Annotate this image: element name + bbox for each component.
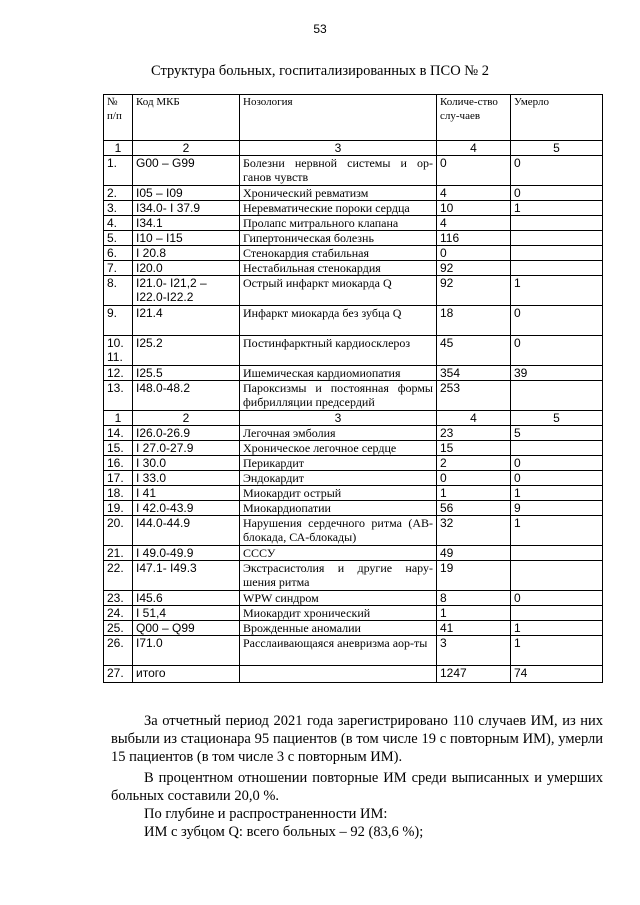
nosology-cell: Болезни нервной системы и ор-ганов чувств (240, 156, 437, 186)
nosology-cell: Миокардит хронический (240, 606, 437, 621)
paragraph-mi-registered: За отчетный период 2021 года зарегистрировано 110 случаев ИМ, из них выбыли из стационара 95 пациентов (в том числе 19 с повторным ИМ), умерли 15 пациентов (в том числе 3 с повторным ИМ). (111, 713, 603, 765)
icd-code-cell: I26.0-26.9 (133, 426, 240, 441)
patients-structure-table (103, 94, 603, 683)
table-row (104, 216, 603, 231)
row-number-cell: 10. 11. (104, 336, 133, 366)
nosology-cell (240, 666, 437, 683)
case-count-cell: 10 (437, 201, 511, 216)
nosology-cell: Гипертоническая болезнь (240, 231, 437, 246)
icd-code-cell: I25.5 (133, 366, 240, 381)
case-count-cell: 19 (437, 561, 511, 591)
row-number-cell: 24. (104, 606, 133, 621)
case-count-cell: 0 (437, 246, 511, 261)
table-row (104, 336, 603, 366)
icd-code-cell: I 41 (133, 486, 240, 501)
nosology-cell: Экстрасистолия и другие нару-шения ритма (240, 561, 437, 591)
header-died: Умерло (511, 95, 603, 141)
died-count-cell: 0 (511, 456, 603, 471)
case-count-cell: 4 (437, 186, 511, 201)
nosology-cell: Стенокардия стабильная (240, 246, 437, 261)
table-row (104, 621, 603, 636)
died-count-cell: 1 (511, 276, 603, 306)
case-count-cell: 92 (437, 276, 511, 306)
paragraph-q-wave-mi: ИМ с зубцом Q: всего больных – 92 (83,6 %); (144, 824, 424, 840)
nosology-cell: Ишемическая кардиомиопатия (240, 366, 437, 381)
icd-code-cell: I45.6 (133, 591, 240, 606)
case-count-cell: 3 (437, 636, 511, 666)
icd-code-cell: I 20.8 (133, 246, 240, 261)
nosology-cell: Нарушения сердечного ритма (АВ-блокада, СА-блокады) (240, 516, 437, 546)
case-count-cell: 15 (437, 441, 511, 456)
icd-code-cell: I21.0- I21,2 – I22.0-I22.2 (133, 276, 240, 306)
died-count-cell: 1 (511, 201, 603, 216)
case-count-cell: 41 (437, 621, 511, 636)
row-number-cell: 16. (104, 456, 133, 471)
icd-code-cell: I10 – I15 (133, 231, 240, 246)
nosology-cell: Постинфарктный кардиосклероз (240, 336, 437, 366)
died-count-cell: 0 (511, 591, 603, 606)
died-count-cell: 0 (511, 306, 603, 336)
case-count-cell: 23 (437, 426, 511, 441)
died-count-cell: 0 (511, 336, 603, 366)
table-total-row (104, 666, 603, 683)
case-count-cell: 32 (437, 516, 511, 546)
column-number-row (104, 411, 603, 426)
case-count-cell: 0 (437, 471, 511, 486)
table-row (104, 201, 603, 216)
died-count-cell (511, 546, 603, 561)
row-number-cell: 27. (104, 666, 133, 683)
table-row (104, 636, 603, 666)
died-count-cell: 1 (511, 636, 603, 666)
nosology-cell: Нестабильная стенокардия (240, 261, 437, 276)
header-nosology: Нозология (240, 95, 437, 141)
icd-code-cell: I20.0 (133, 261, 240, 276)
row-number-cell: 9. (104, 306, 133, 336)
column-number-cell: 1 (104, 411, 133, 426)
died-count-cell: 1 (511, 516, 603, 546)
icd-code-cell: I 51,4 (133, 606, 240, 621)
row-number-cell: 12. (104, 366, 133, 381)
nosology-cell: Миокардит острый (240, 486, 437, 501)
row-number-cell: 21. (104, 546, 133, 561)
case-count-cell: 49 (437, 546, 511, 561)
row-number-cell: 6. (104, 246, 133, 261)
total-label-cell: итого (133, 666, 240, 683)
died-count-cell (511, 216, 603, 231)
case-count-cell: 4 (437, 216, 511, 231)
died-count-cell (511, 561, 603, 591)
column-number-cell: 5 (511, 141, 603, 156)
row-number-cell: 8. (104, 276, 133, 306)
icd-code-cell: I34.1 (133, 216, 240, 231)
died-count-cell: 5 (511, 426, 603, 441)
table-row (104, 501, 603, 516)
total-count-cell: 1247 (437, 666, 511, 683)
table-row (104, 186, 603, 201)
header-icd-code: Код МКБ (133, 95, 240, 141)
case-count-cell: 18 (437, 306, 511, 336)
nosology-cell: Перикардит (240, 456, 437, 471)
row-number-cell: 19. (104, 501, 133, 516)
case-count-cell: 253 (437, 381, 511, 411)
nosology-cell: Врожденные аномалии (240, 621, 437, 636)
column-number-row (104, 141, 603, 156)
died-count-cell: 0 (511, 186, 603, 201)
nosology-cell: Острый инфаркт миокарда Q (240, 276, 437, 306)
table-row (104, 306, 603, 336)
icd-code-cell: I05 – I09 (133, 186, 240, 201)
case-count-cell: 45 (437, 336, 511, 366)
table-row (104, 381, 603, 411)
icd-code-cell: I 33.0 (133, 471, 240, 486)
row-number-cell: 23. (104, 591, 133, 606)
icd-code-cell: I71.0 (133, 636, 240, 666)
died-count-cell: 9 (511, 501, 603, 516)
icd-code-cell: G00 – G99 (133, 156, 240, 186)
died-count-cell (511, 606, 603, 621)
row-number-cell: 13. (104, 381, 133, 411)
icd-code-cell: I44.0-44.9 (133, 516, 240, 546)
case-count-cell: 354 (437, 366, 511, 381)
table-row (104, 456, 603, 471)
case-count-cell: 2 (437, 456, 511, 471)
table-row (104, 471, 603, 486)
table-row (104, 156, 603, 186)
died-count-cell: 0 (511, 156, 603, 186)
row-number-cell: 22. (104, 561, 133, 591)
row-number-cell: 4. (104, 216, 133, 231)
column-number-cell: 4 (437, 141, 511, 156)
summary-text (111, 712, 603, 841)
nosology-cell: Хроническое легочное сердце (240, 441, 437, 456)
header-number: № п/п (104, 95, 133, 141)
case-count-cell: 56 (437, 501, 511, 516)
nosology-cell: Пароксизмы и постоянная формы фибрилляции предсердий (240, 381, 437, 411)
total-died-cell: 74 (511, 666, 603, 683)
died-count-cell (511, 231, 603, 246)
died-count-cell (511, 381, 603, 411)
nosology-cell: Хронический ревматизм (240, 186, 437, 201)
paragraph-repeat-mi-percent: В процентном отношении повторные ИМ среди выписанных и умерших больных составили 20,0 %. (111, 770, 603, 804)
row-number-cell: 17. (104, 471, 133, 486)
row-number-cell: 20. (104, 516, 133, 546)
column-number-cell: 5 (511, 411, 603, 426)
case-count-cell: 116 (437, 231, 511, 246)
table-row (104, 246, 603, 261)
column-number-cell: 3 (240, 141, 437, 156)
icd-code-cell: I47.1- I49.3 (133, 561, 240, 591)
icd-code-cell: I 49.0-49.9 (133, 546, 240, 561)
row-number-cell: 15. (104, 441, 133, 456)
died-count-cell (511, 441, 603, 456)
row-number-cell: 7. (104, 261, 133, 276)
row-number-cell: 1. (104, 156, 133, 186)
table-row (104, 261, 603, 276)
icd-code-cell: I 27.0-27.9 (133, 441, 240, 456)
nosology-cell: Легочная эмболия (240, 426, 437, 441)
column-number-cell: 1 (104, 141, 133, 156)
table-row (104, 231, 603, 246)
died-count-cell: 1 (511, 486, 603, 501)
header-case-count: Количе-ство слу-чаев (437, 95, 511, 141)
table-row (104, 486, 603, 501)
row-number-cell: 25. (104, 621, 133, 636)
icd-code-cell: I48.0-48.2 (133, 381, 240, 411)
case-count-cell: 1 (437, 486, 511, 501)
case-count-cell: 0 (437, 156, 511, 186)
table-row (104, 516, 603, 546)
table-row (104, 546, 603, 561)
icd-code-cell: I21.4 (133, 306, 240, 336)
icd-code-cell: I 30.0 (133, 456, 240, 471)
died-count-cell (511, 246, 603, 261)
died-count-cell (511, 261, 603, 276)
table-row (104, 426, 603, 441)
case-count-cell: 1 (437, 606, 511, 621)
row-number-cell: 26. (104, 636, 133, 666)
column-number-cell: 2 (133, 411, 240, 426)
row-number-cell: 2. (104, 186, 133, 201)
table-row (104, 591, 603, 606)
nosology-cell: Эндокардит (240, 471, 437, 486)
nosology-cell: Пролапс митрального клапана (240, 216, 437, 231)
nosology-cell: Миокардиопатии (240, 501, 437, 516)
table-row (104, 366, 603, 381)
icd-code-cell: I25.2 (133, 336, 240, 366)
table-row (104, 606, 603, 621)
icd-code-cell: I34.0- I 37.9 (133, 201, 240, 216)
table-row (104, 441, 603, 456)
icd-code-cell: I 42.0-43.9 (133, 501, 240, 516)
row-number-cell: 3. (104, 201, 133, 216)
column-number-cell: 2 (133, 141, 240, 156)
row-number-cell: 14. (104, 426, 133, 441)
icd-code-cell: Q00 – Q99 (133, 621, 240, 636)
died-count-cell: 39 (511, 366, 603, 381)
nosology-cell: СССУ (240, 546, 437, 561)
case-count-cell: 92 (437, 261, 511, 276)
nosology-cell: Инфаркт миокарда без зубца Q (240, 306, 437, 336)
nosology-cell: Неревматические пороки сердца (240, 201, 437, 216)
row-number-cell: 5. (104, 231, 133, 246)
document-title: Структура больных, госпитализированных в ПСО № 2 (150, 63, 489, 79)
case-count-cell: 8 (437, 591, 511, 606)
page-number: 53 (313, 22, 327, 36)
died-count-cell: 1 (511, 621, 603, 636)
nosology-cell: WPW синдром (240, 591, 437, 606)
table-row (104, 276, 603, 306)
column-number-cell: 3 (240, 411, 437, 426)
table-header-row (104, 95, 603, 141)
nosology-cell: Расслаивающаяся аневризма аор-ты (240, 636, 437, 666)
paragraph-mi-depth-heading: По глубине и распространенности ИМ: (144, 806, 388, 822)
column-number-cell: 4 (437, 411, 511, 426)
table-row (104, 561, 603, 591)
died-count-cell: 0 (511, 471, 603, 486)
row-number-cell: 18. (104, 486, 133, 501)
